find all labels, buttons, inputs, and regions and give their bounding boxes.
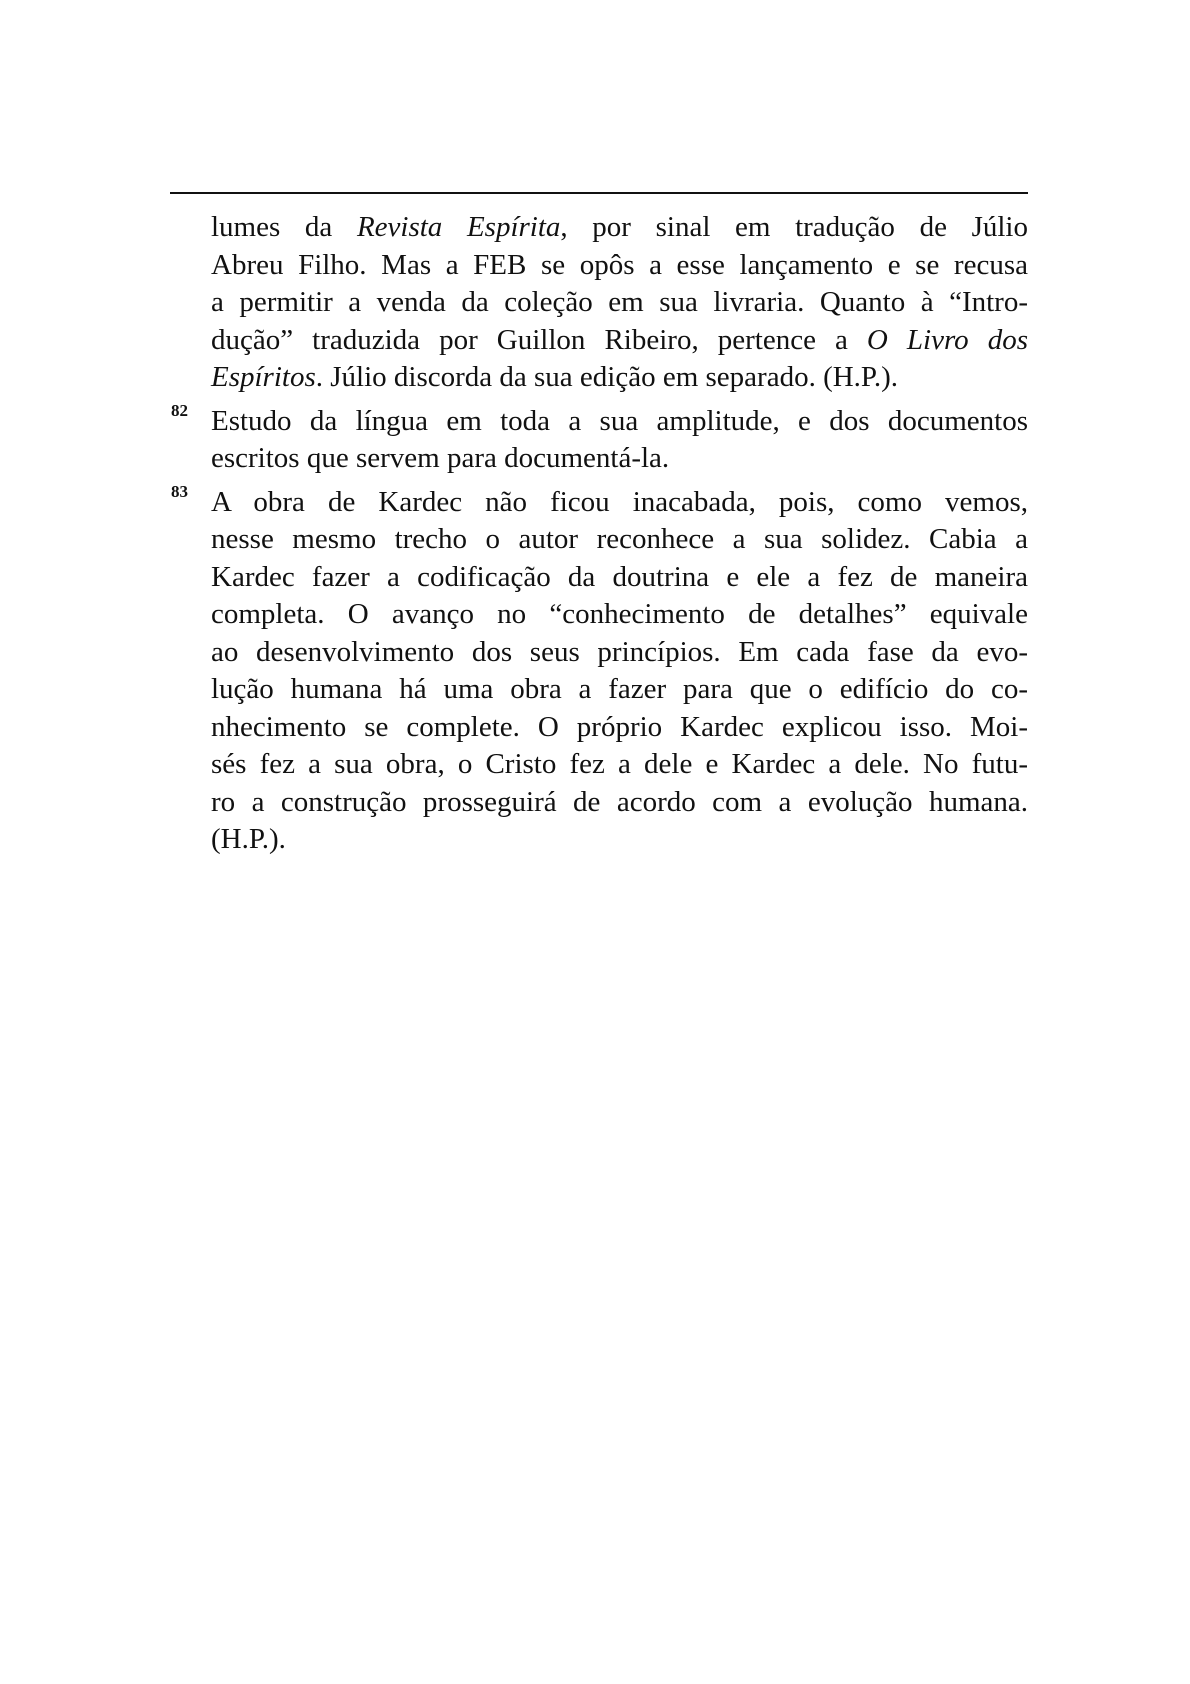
footnote-line: ao desenvolvimento dos seus princípios. Em cada fase da evo- [211, 635, 1028, 668]
footnote-number: 83 [171, 481, 188, 501]
footnote-line: lumes da Revista Espírita, por sinal em tradução de Júlio [211, 211, 1028, 243]
footnote-line: (H.P.). [211, 823, 286, 855]
footnote-separator-rule [170, 192, 1028, 194]
footnote-continued [170, 209, 1028, 397]
footnote-line: completa. O avanço no “conhecimento de detalhes” equivale [211, 598, 1028, 630]
footnote-line: a permitir a venda da coleção em sua livraria. Quanto à “Intro- [211, 286, 1028, 318]
footnote-line: Espíritos. Júlio discorda da sua edição em separado. (H.P.). [211, 361, 899, 393]
footnote-line: Abreu Filho. Mas a FEB se opôs a esse lançamento e se recusa [211, 248, 1028, 281]
footnote-line: Estudo da língua em toda a sua amplitude, e dos documentos [211, 404, 1028, 437]
footnote-line: nhecimento se complete. O próprio Kardec explicou isso. Moi- [211, 710, 1028, 743]
footnote-line: sés fez a sua obra, o Cristo fez a dele e Kardec a dele. No futu- [211, 748, 1028, 780]
footnote-line: Kardec fazer a codificação da doutrina e ele a fez de maneira [211, 560, 1028, 593]
footnote-line: lução humana há uma obra a fazer para que o edifício do co- [211, 673, 1028, 705]
footnote-line: escritos que servem para documentá-la. [211, 442, 670, 474]
footnotes-section [170, 209, 1028, 859]
footnote-line: nesse mesmo trecho o autor reconhece a sua solidez. Cabia a [211, 523, 1028, 555]
footnote-83 [170, 481, 1028, 859]
footnote-82 [170, 400, 1028, 478]
footnote-line: A obra de Kardec não ficou inacabada, pois, como vemos, [211, 485, 1028, 518]
footnote-line: dução” traduzida por Guillon Ribeiro, pertence a O Livro dos [211, 323, 1028, 356]
footnote-number: 82 [171, 400, 188, 420]
footnote-line: ro a construção prosseguirá de acordo com a evolução humana. [211, 785, 1028, 818]
